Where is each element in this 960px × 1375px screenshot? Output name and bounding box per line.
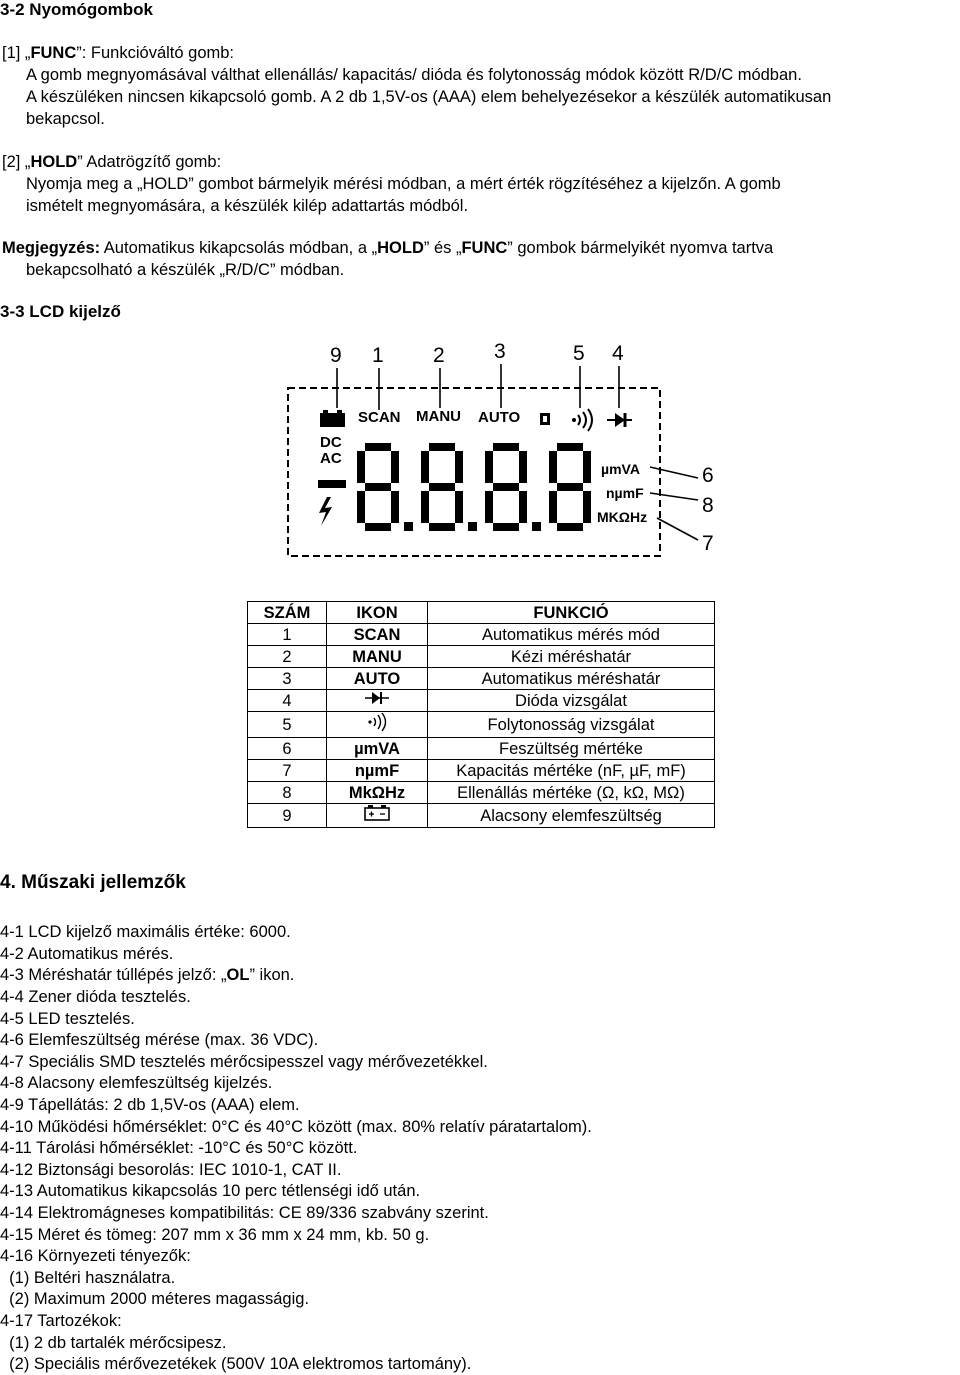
spec-line: 4-12 Biztonsági besorolás: IEC 1010-1, CAT II. [0, 1161, 342, 1179]
row-num: 7 [248, 760, 327, 782]
row-icon [327, 690, 428, 712]
hold-prefix: [2] „ [2, 153, 31, 171]
table-row [248, 690, 715, 712]
row-function: Alacsony elemfeszültség [428, 804, 715, 828]
spec-line: 4-9 Tápellátás: 2 db 1,5V-os (AAA) elem. [0, 1096, 300, 1114]
lcd-digit-3-segment [493, 523, 519, 531]
lcd-digit-2-segment [421, 451, 429, 483]
spec-line: 4-1 LCD kijelző maximális értéke: 6000. [0, 923, 291, 941]
lcd-digit-1-segment [365, 483, 391, 491]
lcd-digit-1-segment [365, 443, 391, 451]
lcd-ac-label: AC [320, 450, 342, 467]
lcd-display [285, 385, 665, 560]
callout-7: 7 [702, 532, 714, 555]
callout-9: 9 [330, 344, 342, 367]
spec-line: (2) Maximum 2000 méteres magasságig. [0, 1290, 310, 1308]
row-num: 1 [248, 624, 327, 646]
lcd-digit-3-segment [485, 491, 493, 523]
row-function: Feszültség mértéke [428, 738, 715, 760]
lcd-numf-label: nµmF [606, 485, 644, 501]
func-suffix: ”: Funkcióváltó gomb: [76, 44, 234, 62]
row-function: Folytonosság vizsgálat [428, 712, 715, 738]
row-icon: µmVA [327, 738, 428, 760]
lcd-digit-4-segment [557, 483, 583, 491]
lcd-digit-segments [357, 443, 591, 531]
spec-line: (2) Speciális mérővezetékek (500V 10A elektromos tartomány). [0, 1355, 472, 1373]
overload-ol: OL [226, 966, 250, 984]
lcd-digit-3-segment [519, 451, 527, 483]
row-icon [327, 804, 428, 828]
callout-6: 6 [702, 464, 714, 487]
lcd-mkohz-label: MKΩHz [597, 509, 648, 525]
row-function: Dióda vizsgálat [428, 690, 715, 712]
lcd-continuity-icon [572, 409, 592, 431]
lcd-digit-1-segment [357, 451, 365, 483]
spec-line: 4-10 Működési hőmérséklet: 0°C és 40°C között (max. 80% relatív páratartalom). [0, 1118, 592, 1136]
spec-line: 4-5 LED tesztelés. [0, 1010, 135, 1028]
section-heading-specs: 4. Műszaki jellemzők [0, 872, 186, 893]
table-row [248, 668, 715, 690]
spec-line: 4-7 Speciális SMD tesztelés mérőcsipesszel vagy mérővezetékkel. [0, 1053, 488, 1071]
battery-icon [363, 804, 391, 822]
header-icon: IKON [327, 602, 428, 624]
lcd-scan-label: SCAN [358, 409, 401, 426]
note-hold: HOLD [377, 239, 424, 257]
spec-line: 4-13 Automatikus kikapcsolás 10 perc tétlenségi idő után. [0, 1182, 421, 1200]
spec-line: (1) 2 db tartalék mérőcsipesz. [0, 1334, 227, 1352]
lcd-digit-4-segment [549, 491, 557, 523]
section-heading-lcd: 3-3 LCD kijelző [0, 302, 121, 321]
spec-line: 4-16 Környezeti tényezők: [0, 1247, 191, 1265]
lcd-digit-3-segment [493, 443, 519, 451]
spec-line: 4-8 Alacsony elemfeszültség kijelzés. [0, 1074, 273, 1092]
row-num: 9 [248, 804, 327, 828]
callout-5: 5 [573, 342, 585, 365]
lcd-decimal-point [468, 522, 477, 531]
func-prefix: [1] „ [2, 44, 31, 62]
lcd-digit-2-segment [455, 451, 463, 483]
spec-line: 4-4 Zener dióda tesztelés. [0, 988, 191, 1006]
lcd-decimal-point [404, 522, 413, 531]
table-row [248, 760, 715, 782]
callout-2: 2 [433, 344, 445, 367]
lcd-minus-sign [318, 480, 346, 488]
row-icon: MkΩHz [327, 782, 428, 804]
row-icon: SCAN [327, 624, 428, 646]
lcd-decimal-point [532, 522, 541, 531]
row-num: 8 [248, 782, 327, 804]
row-icon: AUTO [327, 668, 428, 690]
lcd-digit-4-segment [557, 443, 583, 451]
row-num: 6 [248, 738, 327, 760]
spec-line: 4-6 Elemfeszültség mérése (max. 36 VDC). [0, 1031, 319, 1049]
note-func: FUNC [461, 239, 508, 257]
diode-icon [364, 690, 390, 706]
lcd-battery-icon [320, 410, 345, 427]
lcd-digit-1-segment [365, 523, 391, 531]
lcd-digit-2-segment [455, 491, 463, 523]
lcd-digit-3-segment [519, 491, 527, 523]
hold-desc-line1: Nyomja meg a „HOLD” gombot bármelyik mérési módban, a mért érték rögzítéséhez a kijelzőn. A gomb [26, 175, 781, 193]
callout-3: 3 [494, 340, 506, 363]
note-text-c: ” gombok bármelyikét nyomva tartva [507, 239, 774, 257]
lcd-digit-1-segment [357, 491, 365, 523]
overload-text-after: ” ikon. [249, 966, 295, 984]
lcd-umva-label: µmVA [601, 461, 640, 477]
callout-1: 1 [372, 344, 384, 367]
lcd-digit-4-segment [549, 451, 557, 483]
spec-line: 4-2 Automatikus mérés. [0, 945, 174, 963]
lcd-digit-2-segment [421, 491, 429, 523]
note-text-a: Automatikus kikapcsolás módban, a „ [100, 239, 378, 257]
row-num: 4 [248, 690, 327, 712]
lcd-digit-4-segment [583, 491, 591, 523]
section-heading-buttons: 3-2 Nyomógombok [0, 0, 154, 19]
spec-line: 4-15 Méret és tömeg: 207 mm x 36 mm x 24 mm, kb. 50 g. [0, 1226, 430, 1244]
note-label: Megjegyzés: [2, 239, 101, 257]
lcd-auto-label: AUTO [478, 409, 521, 426]
row-num: 3 [248, 668, 327, 690]
header-num: SZÁM [248, 602, 327, 624]
callout-8: 8 [702, 494, 714, 517]
lcd-digit-4-segment [583, 451, 591, 483]
table-row [248, 804, 715, 828]
header-function: FUNKCIÓ [428, 602, 715, 624]
table-header-row [248, 602, 715, 624]
lcd-lightning-icon [319, 497, 332, 526]
hold-desc-line2: ismételt megnyomására, a készülék kilép adattartás módból. [26, 197, 469, 215]
spec-line: (1) Beltéri használatra. [0, 1269, 176, 1287]
func-desc-line2: A készüléken nincsen kikapcsoló gomb. A 2 db 1,5V-os (AAA) elem behelyezésekor a készülék automatikusan [26, 88, 832, 106]
hold-key: HOLD [30, 153, 78, 171]
row-icon: MANU [327, 646, 428, 668]
func-desc-line3: bekapcsol. [26, 110, 105, 128]
row-icon [327, 712, 428, 738]
row-function: Kézi méréshatár [428, 646, 715, 668]
lcd-digit-2-segment [429, 523, 455, 531]
table-row [248, 646, 715, 668]
row-icon: nµmF [327, 760, 428, 782]
lcd-digit-3-segment [485, 451, 493, 483]
spec-line: 4-17 Tartozékok: [0, 1312, 122, 1330]
lcd-icon-table [247, 601, 715, 828]
lcd-dc-label: DC [320, 434, 342, 451]
hold-suffix: ” Adatrögzítő gomb: [77, 153, 222, 171]
row-num: 5 [248, 712, 327, 738]
note-text-b: ” és „ [423, 239, 462, 257]
note-line2: bekapcsolható a készülék „R/D/C” módban. [26, 261, 345, 279]
lcd-digit-2-segment [429, 443, 455, 451]
lcd-digit-3-segment [493, 483, 519, 491]
table-row [248, 782, 715, 804]
lcd-digit-1-segment [391, 451, 399, 483]
table-row [248, 738, 715, 760]
row-function: Automatikus méréshatár [428, 668, 715, 690]
row-function: Kapacitás mértéke (nF, µF, mF) [428, 760, 715, 782]
lcd-digit-1-segment [391, 491, 399, 523]
row-num: 2 [248, 646, 327, 668]
table-row [248, 712, 715, 738]
lcd-digit-2-segment [429, 483, 455, 491]
spec-line: 4-11 Tárolási hőmérséklet: -10°C és 50°C között. [0, 1139, 358, 1157]
row-function: Automatikus mérés mód [428, 624, 715, 646]
spec-line: 4-14 Elektromágneses kompatibilitás: CE 89/336 szabvány szerint. [0, 1204, 489, 1222]
spec-line-overload [0, 965, 294, 985]
func-key: FUNC [30, 44, 77, 62]
lcd-diode-icon [607, 413, 632, 427]
lcd-manu-label: MANU [416, 408, 461, 425]
table-row [248, 624, 715, 646]
func-desc-line1: A gomb megnyomásával válthat ellenállás/ kapacitás/ dióda és folytonosság módok között R/D/C módban. [26, 66, 802, 84]
lcd-digit-4-segment [557, 523, 583, 531]
overload-text-before: 4-3 Méréshatár túllépés jelző: „ [0, 966, 227, 984]
callout-4: 4 [612, 342, 624, 365]
continuity-icon [364, 712, 390, 732]
row-function: Ellenállás mértéke (Ω, kΩ, MΩ) [428, 782, 715, 804]
